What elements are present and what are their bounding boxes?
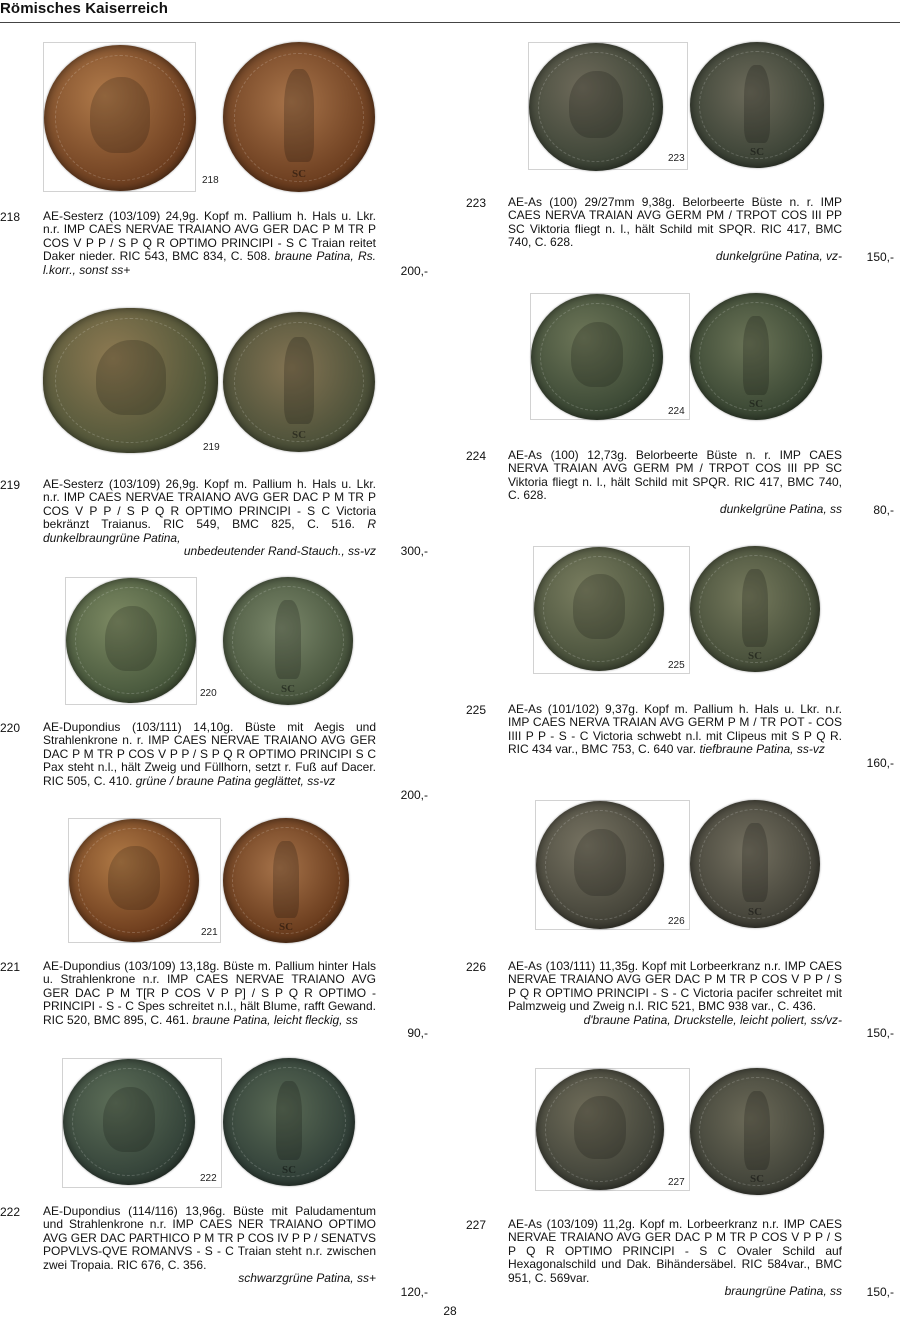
lot-condition: dunkelgrüne Patina, ss — [719, 501, 842, 516]
lot-photo-218 — [43, 42, 219, 192]
lot-text: AE-Dupondius (103/109) 13,18g. Büste m. Pallium hinter Hals u. Strahlenkrone n.r. IMP CAES NERVAE TRAIANO AVG GER DAC P M T[R P COS V P P] / S P Q R OPTIMO - PRINCIPI - S - C Spes schreitet n.l., hält Blume, rafft Gewand. RIC 520, BMC 895, C. 461. — [43, 959, 376, 1027]
coin-reverse-227: SC — [690, 1068, 824, 1195]
lot-description — [508, 449, 842, 516]
lot-description — [508, 196, 842, 263]
lot-condition: schwarzgrüne Patina, ss+ — [238, 1271, 376, 1286]
coin-obverse-223 — [529, 43, 663, 171]
lot-text: AE-Dupondius (103/111) 14,10g. Büste mit Aegis und Strahlenkrone n. r. IMP CAES NERVAE TRAIANO AVG GER DAC P M TR P COS V P P / S P Q R OPTIMO PRINCIPI S C Pax steht n.l., hält Zweig und Füllhorn, setzt r. Fuß auf Dacer. RIC 505, C. 410. — [43, 720, 376, 788]
lot-photo-221 — [68, 818, 221, 943]
coin-reverse-223: SC — [690, 42, 824, 168]
lot-price: 150,- — [866, 250, 894, 264]
lot-description — [43, 478, 376, 558]
lot-condition: grüne / braune Patina geglättet, ss-vz — [135, 773, 336, 788]
lot-condition: d'braune Patina, Druckstelle, leicht poliert, ss/vz- — [583, 1012, 842, 1027]
coin-obverse-218 — [44, 45, 196, 191]
lot-price: 150,- — [866, 1026, 894, 1040]
lot-photo-221-reverse — [223, 818, 349, 943]
lot-condition: braune Patina, leicht fleckig, ss — [192, 1012, 358, 1027]
photo-label: 227 — [668, 1177, 685, 1188]
photo-label: 226 — [668, 916, 685, 927]
coin-reverse-219: SC — [223, 312, 375, 452]
lot-description — [508, 703, 842, 757]
lot-number: 220 — [0, 721, 21, 735]
lot-number: 224 — [466, 449, 487, 463]
header-rule — [0, 22, 900, 23]
lot-text: AE-As (103/109) 11,2g. Kopf m. Lorbeerkranz n.r. IMP CAES NERVAE TRAIANO AVG GER DAC P M TR P COS V P P / S P Q R OPTIMO PRINCIPI - S C Ovaler Schild auf Hexagonalschild und Dak. Bihändersäbel. RIC 584var., BMC 951, C. 569var. — [508, 1217, 842, 1285]
lot-photo-223 — [528, 42, 688, 170]
lot-price: 300,- — [400, 544, 428, 558]
coin-obverse-226 — [536, 801, 664, 929]
coin-obverse-220 — [66, 578, 196, 703]
lot-number: 227 — [466, 1218, 487, 1232]
page-number: 28 — [443, 1304, 457, 1318]
lot-text: AE-Dupondius (114/116) 13,96g. Büste mit Paludamentum und Strahlenkrone n.r. IMP CAES NER TRAIANO OPTIMO AVG GER DAC PARTHICO P M TR P COS IV P P / SENATVS POPVLVS-QVE ROMANVS - S - C Traian steht n.r. zwischen zwei Tropaia. RIC 676, C. 356. — [43, 1204, 376, 1272]
photo-label: 223 — [668, 153, 685, 164]
lot-description — [43, 721, 376, 788]
page-header — [0, 0, 900, 26]
lot-text: AE-Sesterz (103/109) 24,9g. Kopf m. Pallium h. Hals u. Lkr. n.r. IMP CAES NERVAE TRAIANO AVG GER DAC P M TR P COS V P P / S P Q R OPTIMO PRINCIPI - S C Traian reitet Daker nieder. RIC 543, BMC 834, C. 508. — [43, 209, 376, 264]
lot-price: 200,- — [400, 788, 428, 802]
coin-reverse-224: SC — [690, 293, 822, 420]
lot-text: AE-As (101/102) 9,37g. Kopf m. Pallium h. Hals u. Lkr. n.r. IMP CAES NERVA TRAIAN AVG GERM P M / TR POT - COS IIII P P - S - C Victoria schwebt n.l. mit Clipeus mit S P Q R. RIC 434 var., BMC 753, C. 640 var. — [508, 702, 842, 757]
lot-number: 222 — [0, 1205, 21, 1219]
coin-obverse-224 — [531, 294, 663, 420]
lot-photo-222 — [62, 1058, 222, 1188]
lot-number: 226 — [466, 960, 487, 974]
lot-photo-227-reverse — [690, 1068, 826, 1196]
lot-description — [43, 960, 376, 1027]
lot-photo-222-reverse — [223, 1058, 355, 1188]
lot-number: 218 — [0, 210, 21, 224]
lot-condition: tiefbraune Patina, ss-vz — [699, 742, 825, 757]
photo-label: 219 — [203, 442, 220, 453]
lot-price: 150,- — [866, 1285, 894, 1299]
coin-reverse-222: SC — [223, 1058, 355, 1186]
lot-number: 225 — [466, 703, 487, 717]
lot-number: 221 — [0, 960, 21, 974]
lot-condition: dunkelgrüne Patina, vz- — [715, 248, 842, 263]
lot-price: 160,- — [866, 756, 894, 770]
lot-price: 200,- — [400, 264, 428, 278]
coin-obverse-221 — [69, 819, 199, 942]
lot-condition: braungrüne Patina, ss — [724, 1284, 842, 1299]
photo-label: 218 — [202, 175, 219, 186]
coin-reverse-221: SC — [223, 818, 349, 943]
photo-label: 221 — [201, 927, 218, 938]
lot-photo-220 — [65, 577, 217, 705]
lot-photo-224 — [530, 293, 690, 420]
page-title: Römisches Kaiserreich — [0, 0, 169, 17]
coin-reverse-225: SC — [690, 546, 820, 672]
lot-text: AE-As (103/111) 11,35g. Kopf mit Lorbeerkranz n.r. IMP CAES NERVAE TRAIANO AVG GER DAC P M TR P COS V P P / S P Q R OPTIMO PRINCIPI - S - C Victoria pacifer schreitet mit Palmzweig und Zweig n.l. RIC 521, BMC 938 var., C. 436. — [508, 959, 842, 1014]
coin-obverse-227 — [536, 1069, 664, 1190]
lot-photo-218-reverse — [223, 42, 376, 192]
photo-label: 222 — [200, 1173, 217, 1184]
lot-condition: braune Patina, Rs. l.korr., sonst ss+ — [43, 249, 376, 277]
coin-reverse-218: SC — [223, 42, 375, 192]
coin-reverse-220: SC — [223, 577, 353, 705]
lot-price: 90,- — [407, 1026, 428, 1040]
lot-photo-219 — [43, 308, 218, 453]
lot-description — [43, 210, 376, 277]
lot-number: 219 — [0, 478, 21, 492]
lot-photo-225 — [533, 546, 690, 674]
photo-label: 220 — [200, 688, 217, 699]
lot-condition-line: unbedeutender Rand-Stauch., ss-vz — [183, 544, 376, 559]
lot-text: AE-As (100) 12,73g. Belorbeerte Büste n. r. IMP CAES NERVA TRAIAN AVG GERM PM / TRPOT COS III PP SC Viktoria fliegt n. l., hält Schild mit SPQR. RIC 417, BMC 740, C. 628. — [508, 448, 842, 503]
lot-photo-226 — [535, 800, 690, 930]
lot-description — [508, 1218, 842, 1298]
lot-number: 223 — [466, 196, 487, 210]
lot-photo-220-reverse — [223, 577, 353, 705]
lot-text: AE-As (100) 29/27mm 9,38g. Belorbeerte Büste n. r. IMP CAES NERVA TRAIAN AVG GERM PM / TRPOT COS III PP SC Viktoria fliegt n. l., hält Schild mit SPQR. RIC 417, BMC 740, C. 628. — [508, 195, 842, 250]
lot-description — [508, 960, 842, 1027]
lot-photo-219-reverse — [223, 312, 376, 452]
coin-obverse-225 — [534, 547, 664, 671]
lot-photo-225-reverse — [690, 546, 822, 674]
photo-label: 225 — [668, 660, 685, 671]
lot-price: 120,- — [400, 1285, 428, 1299]
lot-photo-223-reverse — [690, 42, 826, 168]
lot-photo-224-reverse — [690, 293, 822, 420]
coin-obverse-222 — [63, 1059, 195, 1185]
lot-description — [43, 1205, 376, 1285]
photo-label: 224 — [668, 406, 685, 417]
coin-reverse-226: SC — [690, 800, 820, 928]
lot-price: 80,- — [873, 503, 894, 517]
coin-obverse-219 — [43, 308, 218, 453]
lot-photo-226-reverse — [690, 800, 820, 930]
lot-text: AE-Sesterz (103/109) 26,9g. Kopf m. Pallium h. Hals u. Lkr. n.r. IMP CAES NERVAE TRAIANO AVG GER DAC P M TR P COS V P P / S P Q R OPTIMO PRINCIPI - S C Victoria bekränzt Traianus. RIC 549, BMC 825, C. 516. — [43, 477, 376, 532]
lot-photo-227 — [535, 1068, 690, 1191]
lot-condition: R dunkelbraungrüne Patina, — [43, 517, 376, 545]
